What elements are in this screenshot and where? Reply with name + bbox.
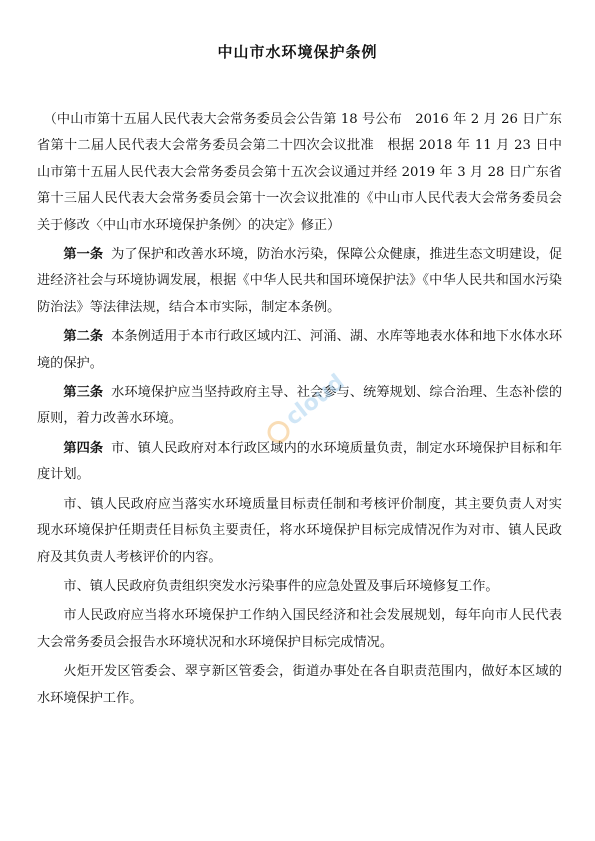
- article-text: 水环境保护应当坚持政府主导、社会参与、统筹规划、综合治理、生态补偿的原则，着力改善水环境。: [37, 385, 563, 427]
- article-text: 本条例适用于本市行政区域内江、河涌、湖、水库等地表水体和地下水体水环境的保护。: [37, 329, 563, 371]
- body-paragraph: 火炬开发区管委会、翠亨新区管委会，街道办事处在各自职责范围内，做好本区域的水环境保护工作。: [37, 664, 562, 706]
- article-number: 第二条: [63, 329, 104, 345]
- body-paragraph: 市人民政府应当将水环境保护工作纳入国民经济和社会发展规划，每年向市人民代表大会常务委员会报告水环境状况和水环境保护目标完成情况。: [37, 608, 562, 650]
- article-text: 为了保护和改善水环境，防治水污染，保障公众健康，推进生态文明建设，促进经济社会与环境协调发展，根据《中华人民共和国环境保护法》《中华人民共和国水污染防治法》等法律法规，结合本市实际，制定本条例。: [37, 247, 563, 315]
- preamble-paragraph: （中山市第十五届人民代表大会常务委员会公告第 18 号公布 2016 年 2 月 26 日广东省第十二届人民代表大会常务委员会第二十四次会议批准 根据 2018 年 11 月 23 日中山市第十五届人民代表大会常务委员会第十五次会议通过并经 2019 年 3 月 28 日广东省第十三届人民代表大会常务委员会第十一次会议批准的《中山市人民代表大会常务委员会关于修改〈中山市水环境保护条例〉的决定》修正）: [37, 112, 562, 233]
- article-1: [37, 242, 562, 321]
- body-paragraph: 市、镇人民政府应当落实水环境质量目标责任制和考核评价制度，其主要负责人对实现水环境保护任期责任目标负主要责任，将水环境保护目标完成情况作为对市、镇人民政府及其负责人考核评价的内容。: [37, 496, 562, 565]
- body-paragraph: 市、镇人民政府负责组织突发水污染事件的应急处置及事后环境修复工作。: [63, 578, 499, 594]
- watermark-text: cloud: [281, 369, 350, 431]
- document-body: [37, 107, 562, 715]
- document-title: 中山市水环境保护条例: [217, 43, 378, 61]
- article-number: 第一条: [63, 247, 104, 263]
- article-4: [37, 436, 562, 489]
- article-number: 第三条: [63, 385, 104, 401]
- article-number: 第四条: [63, 440, 104, 456]
- article-2: [37, 324, 562, 377]
- article-text: 市、镇人民政府对本行政区域内的水环境质量负责，制定水环境保护目标和年度计划。: [37, 440, 563, 483]
- article-3: [37, 380, 562, 433]
